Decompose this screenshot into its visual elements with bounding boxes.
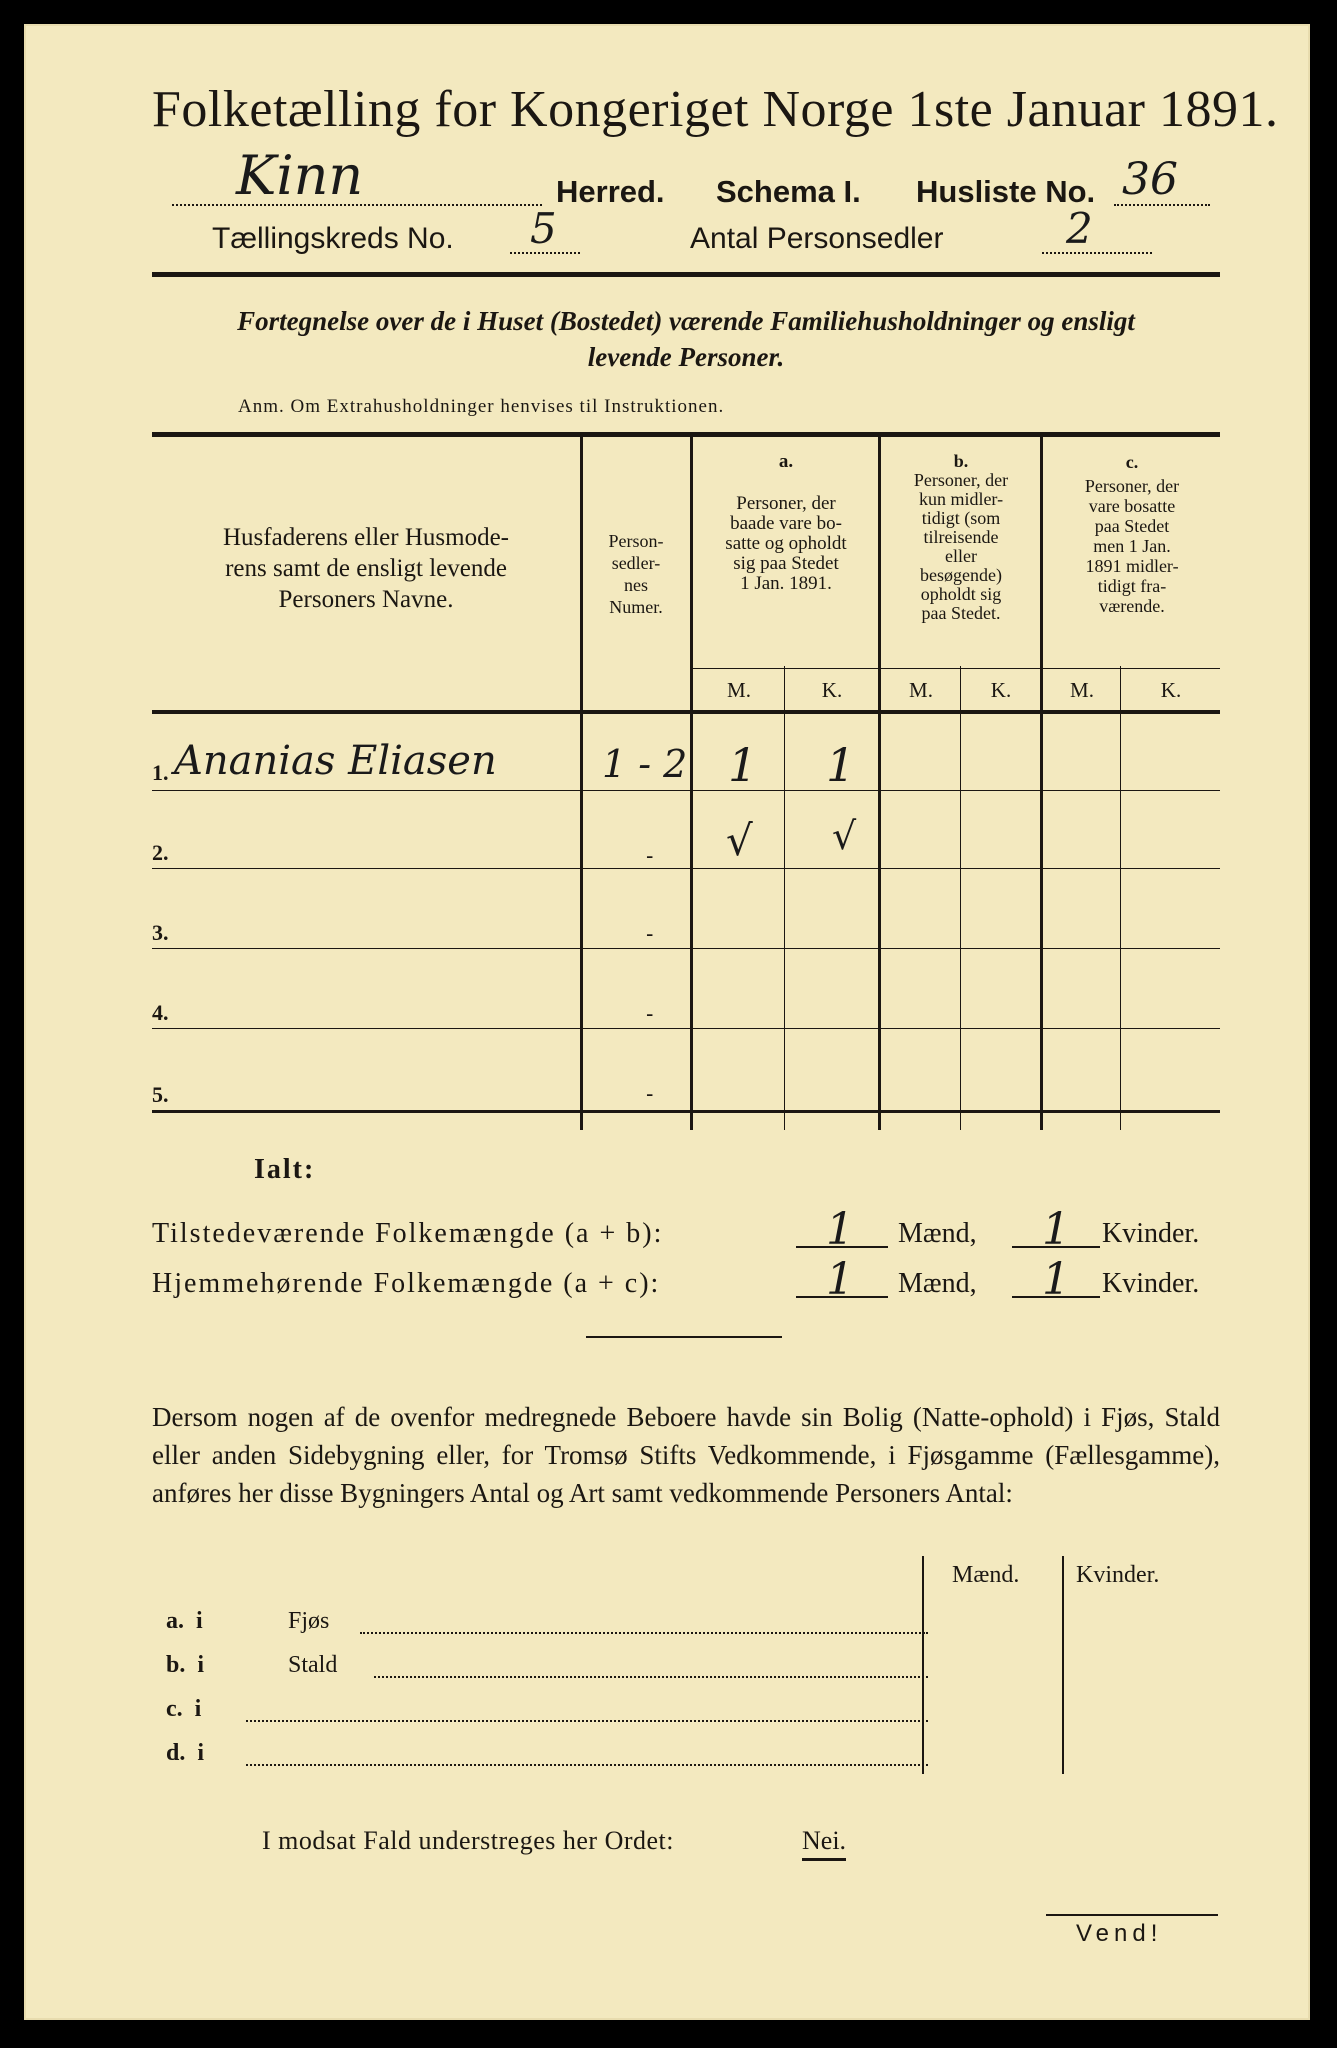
row-rule: [152, 1028, 1220, 1029]
anm-note: Anm. Om Extrahusholdninger henvises til Instruktionen.: [238, 396, 725, 417]
a-men-count: 1: [728, 738, 758, 792]
antal-label: Antal Personsedler: [690, 222, 944, 255]
table-vline: [1120, 666, 1121, 1130]
maend-label: Mænd,: [898, 1268, 977, 1299]
modsat-fald-text: I modsat Fald understreges her Ordet:: [262, 1826, 675, 1855]
husliste-value: 36: [1122, 154, 1178, 205]
row-number: 4.: [152, 1000, 169, 1025]
row-number: 2.: [152, 840, 169, 865]
building-dotted-line: [246, 1694, 928, 1722]
building-letter: d. i: [166, 1740, 205, 1766]
table-header-rule: [152, 710, 1220, 714]
nei-word: Nei.: [802, 1826, 846, 1861]
buildings-maend-header: Mænd.: [952, 1562, 1020, 1588]
antal-dotted-line: [1042, 230, 1152, 254]
table-vline: [960, 666, 961, 1130]
a-men-check: √: [726, 816, 753, 865]
tilstede-men: 1: [826, 1204, 854, 1255]
a-women-count: 1: [826, 738, 856, 792]
personsedler-numer: -: [646, 922, 654, 947]
hjemmehorende-label: Hjemmehørende Folkemængde (a + c):: [152, 1268, 661, 1299]
table-top-rule: [152, 432, 1220, 437]
a-women-check: √: [832, 814, 857, 858]
building-letter: c. i: [166, 1696, 202, 1722]
buildings-vline: [1062, 1556, 1064, 1774]
row-number: 1.: [152, 760, 169, 785]
kvinder-label: Kvinder.: [1102, 1218, 1200, 1249]
a-m-label: M.: [727, 678, 751, 702]
col-c-header: c. Personer, der vare bosatte paa Stedet men 1 Jan. 1891 midler- tidigt fra- værende.: [1084, 452, 1180, 616]
building-letter: b. i: [166, 1652, 205, 1678]
b-m-label: M.: [909, 678, 933, 702]
building-label: Fjøs: [288, 1608, 330, 1634]
building-dotted-line: [360, 1606, 928, 1634]
personsedler-numer: -: [646, 1002, 654, 1027]
table-vline: [878, 436, 881, 1130]
table-vline: [690, 436, 693, 1130]
row-rule: [152, 790, 1220, 791]
c-m-label: M.: [1070, 678, 1094, 702]
personsedler-numer: 1 - 2: [602, 742, 688, 786]
col-b-header: b. Personer, der kun midler- tidigt (som tilreisende eller besøgende) opholdt sig paa Stedet.: [913, 451, 1009, 623]
table-bottom-rule: [152, 1110, 1220, 1113]
kvinder-label: Kvinder.: [1102, 1268, 1200, 1299]
table-vline: [580, 436, 583, 1130]
table-vline: [1040, 436, 1043, 1130]
row-rule: [152, 868, 1220, 869]
vend-label: Vend!: [1076, 1920, 1163, 1947]
hjemme-men: 1: [826, 1254, 854, 1305]
personsedler-numer: -: [646, 844, 654, 869]
tilstedevaerende-label: Tilstedeværende Folkemængde (a + b):: [152, 1218, 664, 1249]
husliste-label: Husliste No.: [916, 174, 1096, 209]
herred-value: Kinn: [236, 144, 364, 207]
hjemme-women: 1: [1042, 1254, 1070, 1305]
antal-value: 2: [1066, 204, 1093, 253]
col-a-header: a. Personer, der baade vare bo- satte og opholdt sig paa Stedet 1 Jan. 1891.: [725, 451, 847, 594]
row-number: 3.: [152, 920, 169, 945]
census-form: [24, 24, 1310, 2020]
c-k-label: K.: [1160, 678, 1182, 702]
section-divider: [586, 1336, 782, 1338]
buildings-kvinder-header: Kvinder.: [1076, 1562, 1160, 1588]
building-label: Stald: [288, 1652, 338, 1678]
vend-rule: [1046, 1914, 1218, 1916]
personsedler-numer: -: [646, 1082, 654, 1107]
form-title: Folketælling for Kongeriget Norge 1ste Januar 1891.: [152, 81, 1279, 138]
kreds-label: Tællingskreds No.: [212, 222, 454, 255]
a-k-label: K.: [821, 678, 843, 702]
intro-line-2: levende Personer.: [587, 342, 785, 372]
numer-column-header: Person- sedler- nes Numer.: [608, 531, 664, 617]
mk-top-rule: [692, 668, 1220, 669]
building-letter: a. i: [166, 1608, 203, 1634]
buildings-paragraph: Dersom nogen af de ovenfor medregnede Beboere havde sin Bolig (Natte-ophold) i Fjøs, Stald eller anden Sidebygning eller, for Tromsø Stifts Vedkommende, i Fjøsgamme (Fællesgamme), anføres her disse Bygningers Antal og Art samt vedkommende Personers Antal:: [152, 1402, 1220, 1508]
schema-label: Schema I.: [716, 174, 861, 209]
building-dotted-line: [374, 1650, 928, 1678]
table-vline: [784, 666, 785, 1130]
building-dotted-line: [246, 1738, 928, 1766]
tilstede-women: 1: [1042, 1204, 1070, 1255]
row-number: 5.: [152, 1082, 169, 1107]
person-name: Ananias Eliasen: [174, 738, 497, 784]
header-rule: [152, 272, 1220, 277]
maend-label: Mænd,: [898, 1218, 977, 1249]
kreds-value: 5: [530, 204, 557, 253]
intro-line-1: Fortegnelse over de i Huset (Bostedet) værende Familiehusholdninger og ensligt: [237, 306, 1135, 336]
ialt-label: Ialt:: [254, 1154, 316, 1185]
names-column-header: Husfaderens eller Husmode- rens samt de ensligt levende Personers Navne.: [222, 524, 509, 613]
row-rule: [152, 948, 1220, 949]
b-k-label: K.: [990, 678, 1012, 702]
herred-label: Herred.: [556, 174, 665, 209]
